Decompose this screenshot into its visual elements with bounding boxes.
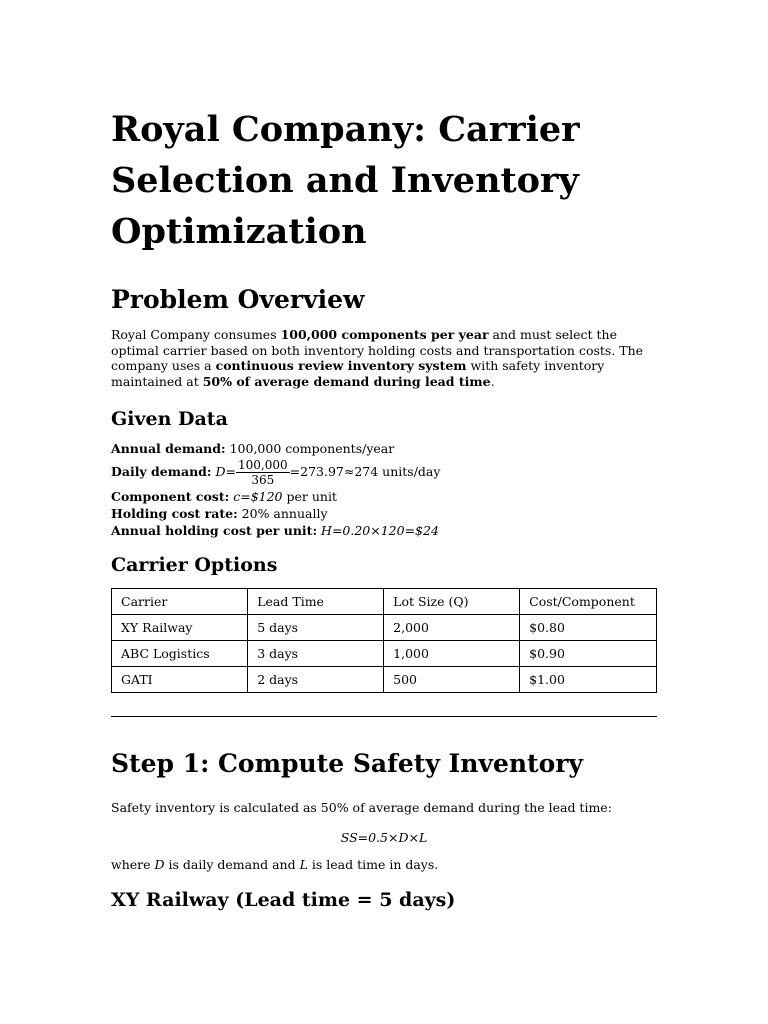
page-title: Royal Company: Carrier Selection and Inventory Optimization xyxy=(111,109,580,252)
table-row xyxy=(112,641,657,667)
table-header-cell: Lead Time xyxy=(248,589,384,615)
table-cell: GATI xyxy=(112,667,248,693)
daily-demand-unit: units/day xyxy=(378,464,441,480)
fraction-denominator: 365 xyxy=(251,473,275,488)
table-cell: ABC Logistics xyxy=(112,641,248,667)
xy-railway-heading: XY Railway (Lead time = 5 days) xyxy=(111,888,456,911)
daily-demand-fraction xyxy=(236,458,290,487)
holding-cost-label: Annual holding cost per unit: xyxy=(111,523,318,539)
overview-bold-1: 100,000 components per year xyxy=(280,327,489,342)
table-row xyxy=(112,667,657,693)
fraction-numerator: 100,000 xyxy=(238,458,288,473)
table-header-cell: Carrier xyxy=(112,589,248,615)
holding-cost-expr: H=0.20×120=$24 xyxy=(321,523,439,539)
daily-demand-eq: = xyxy=(225,464,237,480)
holding-rate-label: Holding cost rate: xyxy=(111,506,238,522)
overview-bold-3: 50% of average demand during lead time xyxy=(202,373,491,389)
where-text-1: where xyxy=(111,856,155,872)
annual-demand-value: 100,000 components/year xyxy=(225,441,395,457)
daily-demand-result: =273.97≈274 xyxy=(289,464,379,480)
formula-expr: SS=0.5×D×L xyxy=(340,829,428,845)
step1-intro: Safety inventory is calculated as 50% of average demand during the lead time: xyxy=(111,800,612,816)
table-cell: 2,000 xyxy=(384,615,520,641)
daily-demand-label: Daily demand: xyxy=(111,464,212,480)
daily-demand-var: D xyxy=(215,464,226,480)
annual-demand-line xyxy=(111,440,657,457)
overview-bold-2: continuous review inventory system xyxy=(215,358,467,374)
overview-text-1: Royal Company consumes xyxy=(111,327,281,342)
where-text-2: is daily demand and xyxy=(164,856,300,872)
where-text-3: is lead time in days. xyxy=(307,856,439,872)
given-data-heading: Given Data xyxy=(111,408,228,431)
component-cost-line xyxy=(111,488,657,505)
table-cell: $1.00 xyxy=(520,667,657,693)
table-cell: XY Railway xyxy=(112,615,248,641)
table-row xyxy=(112,615,657,641)
overview-text-2: and must select the optimal carrier based on both inventory holding costs and transportation costs. The company uses a xyxy=(111,327,644,374)
table-cell: 500 xyxy=(384,667,520,693)
table-cell: 5 days xyxy=(248,615,384,641)
formula-explanation xyxy=(111,857,657,872)
component-cost-label: Component cost: xyxy=(111,489,230,505)
overview-paragraph xyxy=(111,327,657,389)
holding-rate-value: 20% annually xyxy=(237,506,328,522)
overview-text-3: with safety inventory maintained at xyxy=(111,358,605,389)
daily-demand-line xyxy=(111,458,657,487)
where-var-l: L xyxy=(299,856,308,872)
annual-demand-label: Annual demand: xyxy=(111,441,226,457)
table-cell: $0.80 xyxy=(520,615,657,641)
document-page xyxy=(111,104,657,912)
component-cost-unit: per unit xyxy=(282,489,337,505)
overview-text-4: . xyxy=(490,373,495,389)
overview-heading: Problem Overview xyxy=(111,285,365,314)
table-cell: 1,000 xyxy=(384,641,520,667)
table-cell: 3 days xyxy=(248,641,384,667)
holding-cost-line xyxy=(111,522,657,539)
safety-stock-formula xyxy=(111,830,657,845)
table-cell: $0.90 xyxy=(520,641,657,667)
where-var-d: D xyxy=(154,856,165,872)
table-cell: 2 days xyxy=(248,667,384,693)
table-header-cell: Lot Size (Q) xyxy=(384,589,520,615)
carrier-options-heading: Carrier Options xyxy=(111,554,278,577)
table-header-cell: Cost/Component xyxy=(520,589,657,615)
section-divider xyxy=(111,716,657,717)
component-cost-expr: c=$120 xyxy=(233,489,283,505)
carrier-table xyxy=(111,588,657,693)
step1-heading: Step 1: Compute Safety Inventory xyxy=(111,749,583,779)
holding-rate-line xyxy=(111,505,657,522)
table-header-row xyxy=(112,589,657,615)
